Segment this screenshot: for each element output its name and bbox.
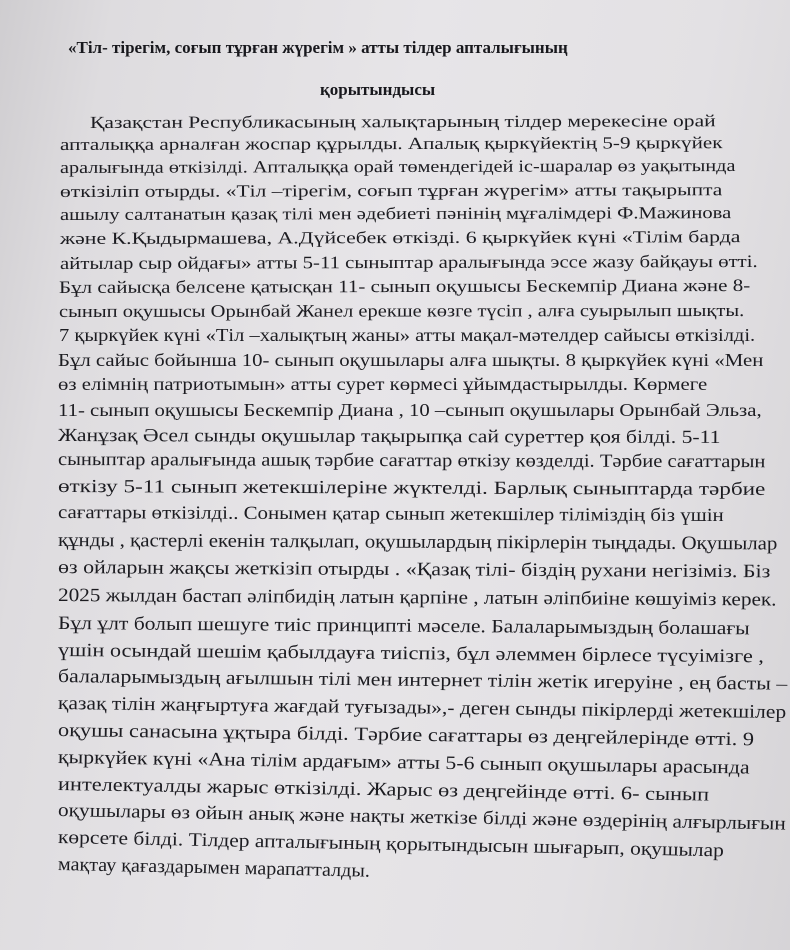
body-line: 2025 жылдан бастап әліпбидің латын қарпіне , латын әліпбиіне көшуіміз керек. — [57, 585, 777, 611]
body-line: интелектуалды жарыс өткізілді. Жарыс өз деңгейінде өтті. 6- сынып — [57, 774, 710, 806]
document-title: «Тіл- тірегім, соғып тұрған жүрегім » атты тілдер апталығының — [68, 38, 568, 57]
body-line: айтылар сыр ойдағы» атты 5-11 сыныптар аралығында эссе жазу байқауы өтті. — [59, 250, 758, 273]
body-line: құнды , қастерлі екенін талқылап, оқушылардың пікірлерін тыңдады. Оқушылар — [57, 530, 778, 555]
body-line: сағаттары өткізілді.. Сонымен қатар сынып жетекшілер тіліміздің біз үшін — [57, 503, 724, 527]
body-line: өз ойларын жақсы жеткізіп отырды . «Қазақ тілі- біздің рухани негізіміз. Біз — [57, 557, 771, 583]
body-line: сыныптар аралығында ашық тәрбие сағаттар өткізу көзделді. Тәрбие сағаттарын — [57, 450, 766, 473]
body-line: мақтау қағаздарымен марапатталды. — [57, 854, 371, 882]
body-line: Бұл сайыс бойынша 10- сынып оқушылары алға шықты. 8 қыркүйек күні «Мен — [58, 350, 764, 370]
body-line: өз елімнің патриотымын» атты сурет көрмесі ұйымдастырылды. Көрмеге — [58, 374, 708, 394]
body-line: 7 қыркүйек күні «Тіл –халықтың жаны» атты мақал-мәтелдер сайысы өткізілді. — [59, 325, 756, 345]
body-line: және К.Қыдырмашева, А.Дүйсебек өткізді. 6 қыркүйек күні «Тілім барда — [59, 227, 741, 248]
body-line: көрсете білді. Тілдер апталығының қорытындысын шығарып, оқушылар — [57, 827, 725, 862]
body-line: 11- сынып оқушысы Бескемпір Диана , 10 –сынып оқушылары Орынбай Эльза, — [58, 400, 762, 420]
body-line: ашылу салтанатын қазақ тілі мен әдебиеті пәнінің мұғалімдері Ф.Мажинова — [59, 203, 732, 224]
body-line: өткізу 5-11 сынып жетекшілеріне жүктелді. Барлық сыныптарда тәрбие — [57, 477, 766, 500]
body-line: Бұл сайысқа белсене қатысқан 11- сынып оқушысы Бескемпір Диана және 8- — [58, 274, 751, 297]
body-line: сынып оқушысы Орынбай Жанел ерекше көзге түсіп , алға суырылып шықты. — [58, 299, 745, 321]
body-line: оқушылары өз ойын анық және нақты жеткізе білді және өздерінің алғырлығын — [57, 800, 787, 835]
body-line: оқушы санасына ұқтыра білді. Тәрбие сағаттары өз деңгейлерінде өтті. 9 — [57, 720, 755, 751]
body-line: Қазақстан Республикасының халықтарының тілдер мерекесіне орай — [89, 111, 716, 132]
body-line: балаларымыздың ағылшын тілі мен интернет тілін жетік игеруіне , ең басты – — [57, 666, 788, 695]
document-title-continued: қорытындысы — [320, 80, 436, 99]
body-line: үшін осындай шешім қабылдауға тиіспіз, бұл әлеммен бірлесе түсуімізге , — [57, 640, 765, 668]
body-line: өткізіліп отырды. «Тіл –тірегім, соғып тұрған жүрегім» атты тақырыпта — [59, 180, 723, 201]
body-line: қыркүйек күні «Ана тілім ардағым» атты 5-6 сынып оқушылары арасында — [57, 747, 750, 779]
body-line: қазақ тілін жаңғыртуға жағдай туғызады»,- деген сынды пікірлерді жетекшілер — [57, 693, 787, 723]
body-line: апталыққа арналған жоспар құрылды. Апалық қыркүйектің 5-9 қыркүйек — [59, 133, 723, 154]
body-line: Жанұзақ Әсел сынды оқушылар тақырыпқа сай суреттер қоя білді. 5-11 — [57, 426, 721, 448]
body-line: аралығында өткізілді. Апталыққа орай төмендегідей іс-шаралар өз уақытында — [59, 156, 736, 177]
body-line: Бұл ұлт болып шешуге тиіс принципті мәселе. Балаларымыздың болашағы — [57, 613, 750, 640]
